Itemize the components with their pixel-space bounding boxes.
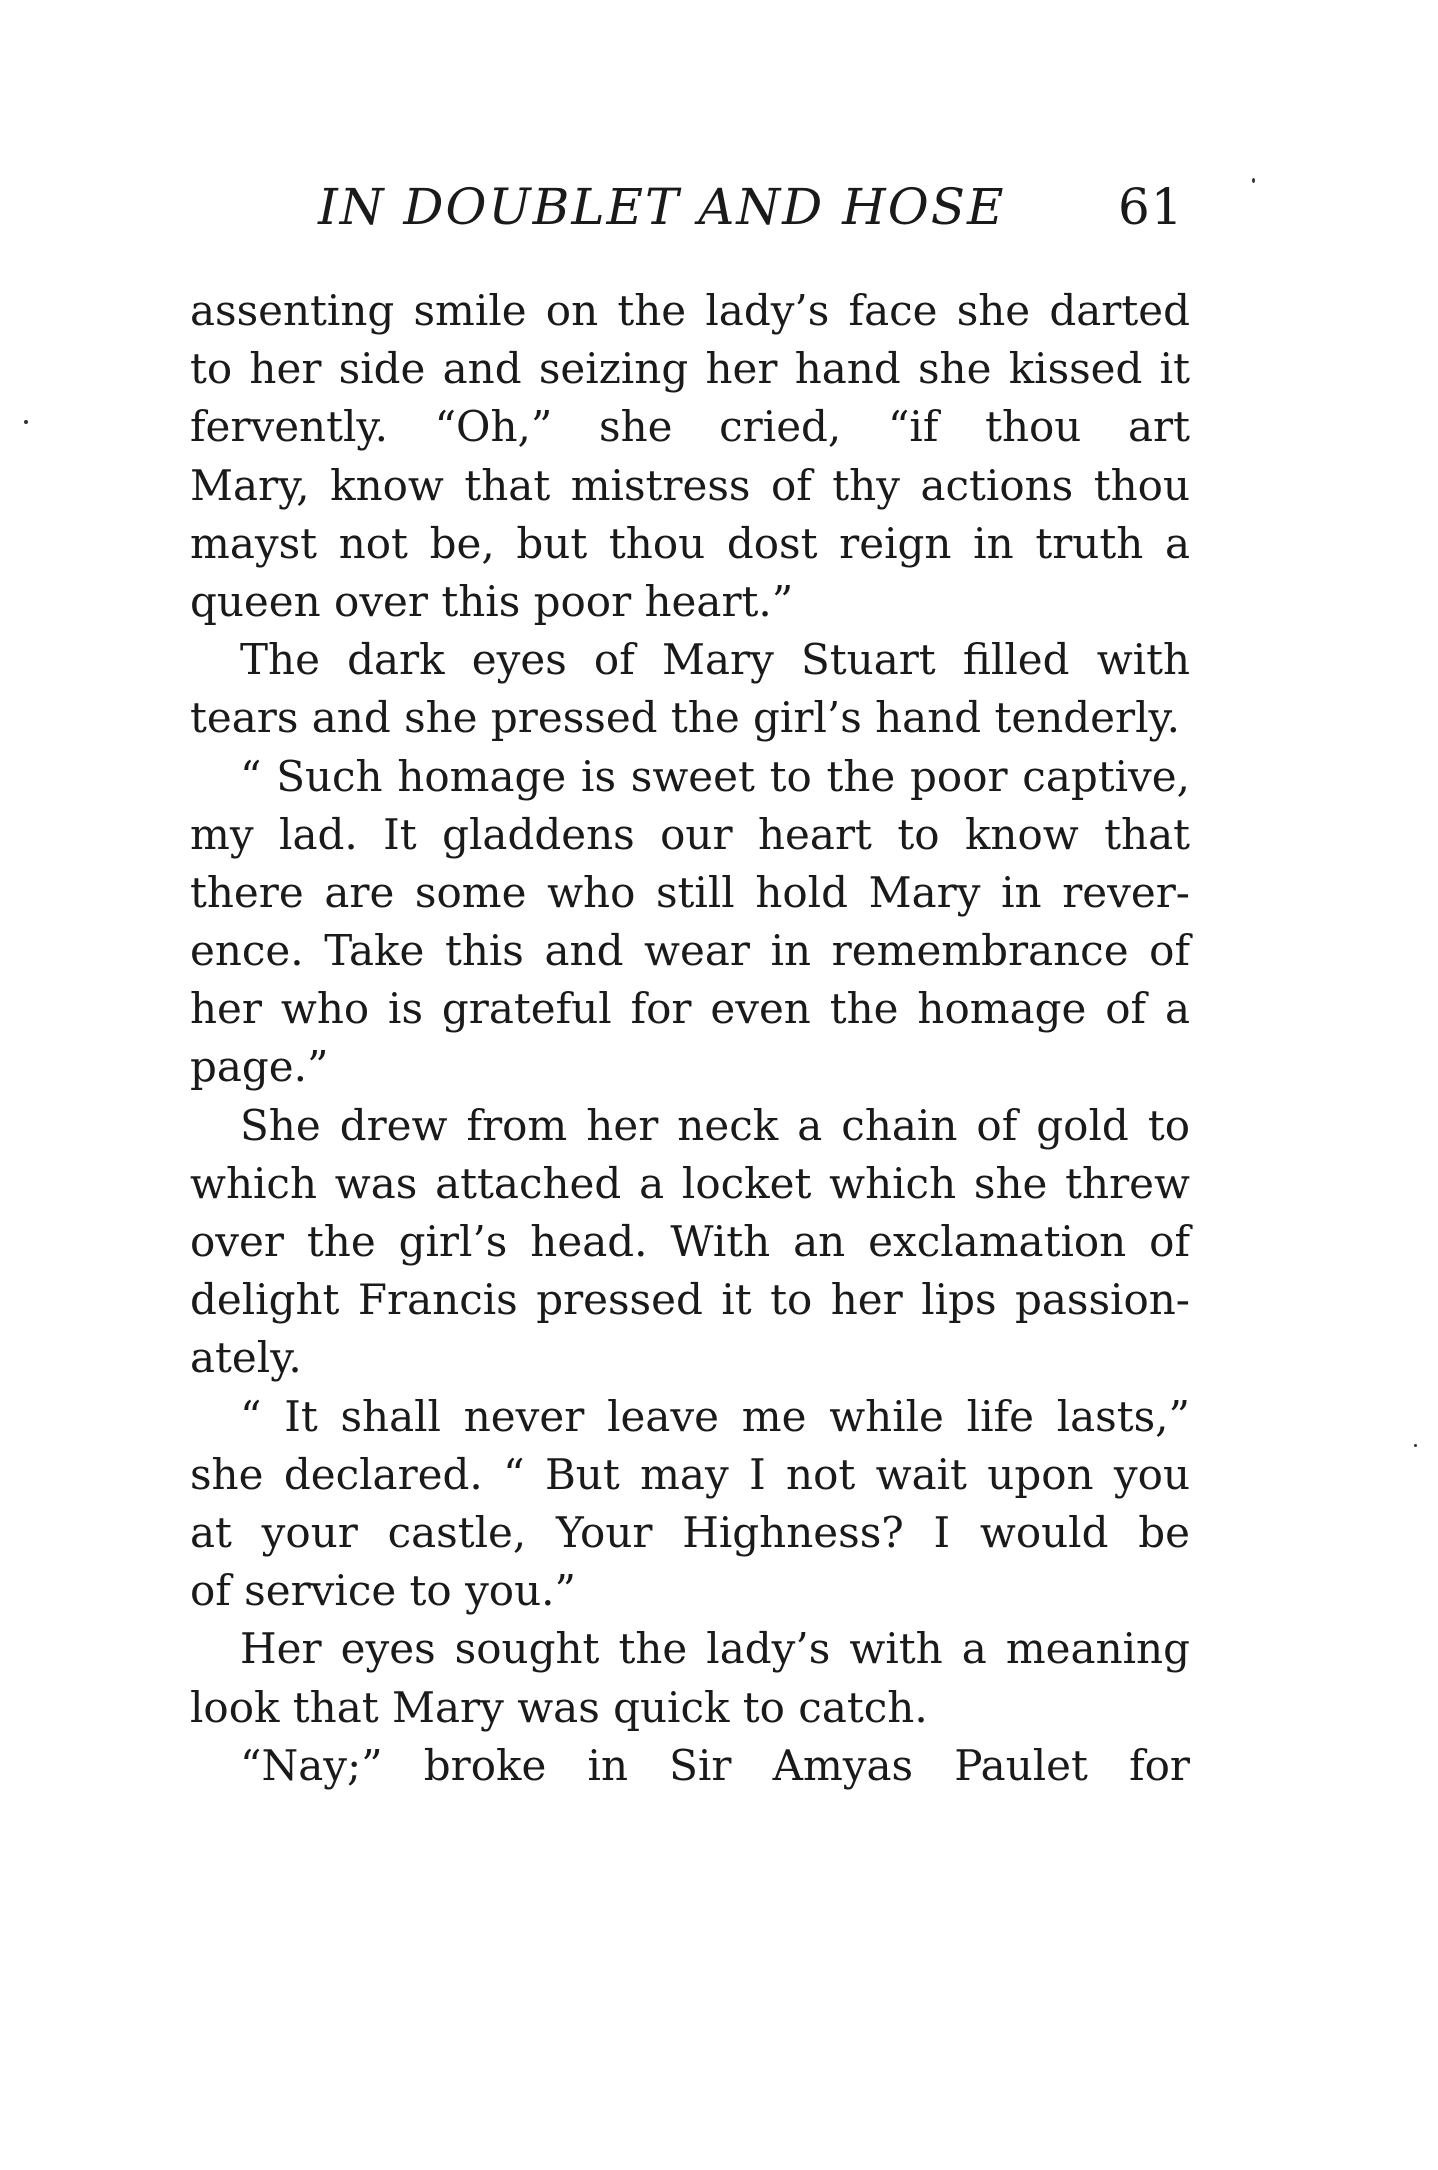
text-line: look that Mary was quick to catch. [190, 1682, 928, 1732]
page-header [188, 172, 1188, 242]
running-title: IN DOUBLET AND HOSE [318, 178, 1006, 236]
text-line: Mary, know that mistress of thy actions thou [190, 460, 1190, 510]
text-line: “ It shall never leave me while life lasts,” [240, 1391, 1190, 1441]
text-line: She drew from her neck a chain of gold to [240, 1100, 1190, 1150]
text-line: fervently. “Oh,” she cried, “if thou art [190, 402, 1190, 452]
scan-speck [24, 420, 28, 424]
text-line: she declared. “ But may I not wait upon you [190, 1449, 1190, 1499]
text-line: queen over this poor heart.” [190, 576, 794, 626]
text-line: The dark eyes of Mary Stuart filled with [240, 635, 1190, 685]
text-line: delight Francis pressed it to her lips passion- [190, 1275, 1190, 1325]
text-line: over the girl’s head. With an exclamation of [190, 1217, 1190, 1266]
text-line: ence. Take this and wear in remembrance of [190, 926, 1190, 976]
scan-speck [1252, 178, 1255, 183]
text-line: her who is grateful for even the homage of a [190, 984, 1190, 1034]
text-line: ately. [190, 1333, 302, 1383]
body-text [190, 282, 1190, 1795]
text-line: “ Such homage is sweet to the poor captive, [240, 751, 1190, 801]
text-line: Her eyes sought the lady’s with a meaning [240, 1624, 1190, 1674]
text-line: “Nay;” broke in Sir Amyas Paulet for [240, 1740, 1190, 1790]
page-number: 61 [1118, 178, 1184, 236]
text-line: assenting smile on the lady’s face she darted [190, 286, 1190, 335]
scan-speck [1414, 1444, 1417, 1447]
text-line: page.” [190, 1042, 329, 1092]
text-line: tears and she pressed the girl’s hand tenderly. [190, 693, 1181, 743]
text-line: which was attached a locket which she threw [190, 1158, 1190, 1208]
text-line: my lad. It gladdens our heart to know that [190, 809, 1190, 859]
text-line: to her side and seizing her hand she kissed it [190, 344, 1190, 394]
text-line: at your castle, Your Highness? I would be [190, 1507, 1190, 1557]
text-line: mayst not be, but thou dost reign in truth a [190, 518, 1190, 568]
text-line: there are some who still hold Mary in rever- [190, 867, 1190, 917]
text-line: of service to you.” [190, 1566, 576, 1616]
